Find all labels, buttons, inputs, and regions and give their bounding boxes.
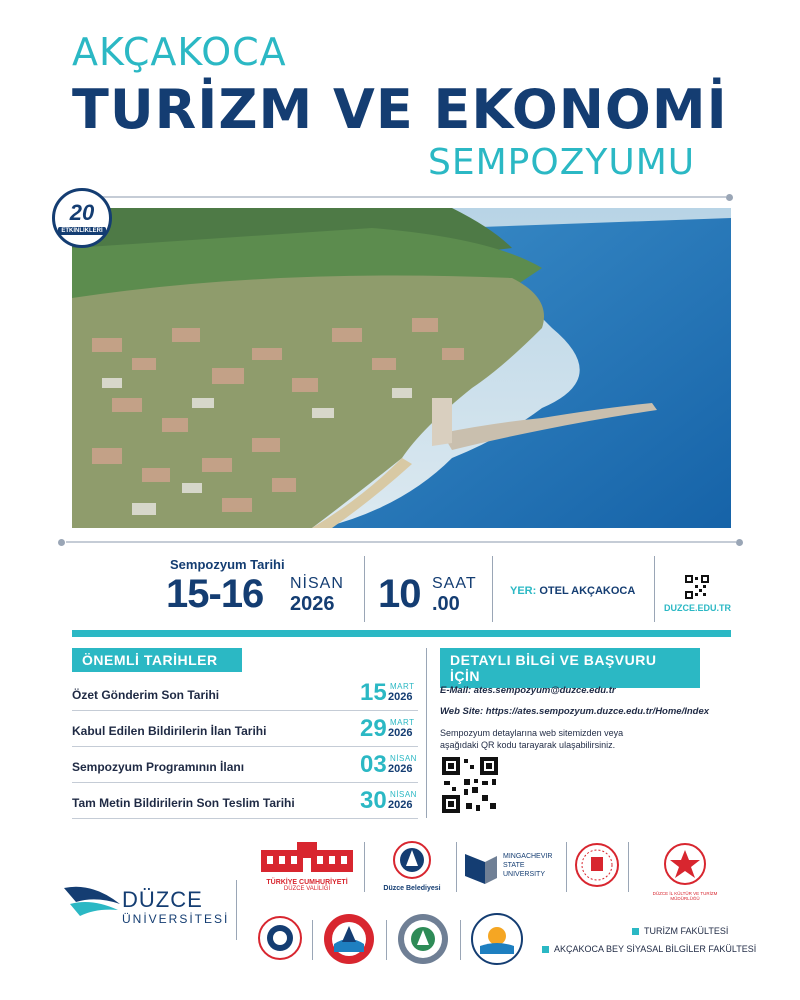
faculty-item-1 bbox=[632, 926, 728, 936]
separator-2 bbox=[492, 556, 493, 622]
kultur-text: DÜZCE İL KÜLTÜR VE TURİZM MÜDÜRLÜĞÜ bbox=[652, 891, 718, 901]
anniversary-badge bbox=[52, 188, 112, 248]
details-paragraph-1: Sempozyum detaylarına web sitemizden veya bbox=[440, 728, 624, 738]
mingachevir-text bbox=[503, 852, 552, 879]
gear-icon bbox=[396, 912, 450, 966]
date-row-label: Tam Metin Bildirilerin Son Teslim Tarihi bbox=[72, 796, 295, 810]
sun-seal-icon bbox=[470, 912, 524, 966]
date-row-month: NİSAN bbox=[390, 790, 417, 799]
mingachevir-icon bbox=[463, 850, 499, 886]
date-row bbox=[72, 784, 418, 820]
building-icon bbox=[257, 840, 357, 874]
kultur-turizm-logo bbox=[640, 842, 730, 901]
time-hour: 10 bbox=[378, 572, 421, 616]
venue-label: YER: bbox=[510, 585, 537, 597]
details-qr-code-icon[interactable] bbox=[440, 755, 500, 820]
logo-separator bbox=[460, 920, 461, 960]
divider-mid bbox=[66, 541, 736, 543]
akcakoca-municipality-logo bbox=[322, 912, 376, 971]
university-name-1: DÜZCE bbox=[122, 887, 203, 912]
details-paragraph-2: aşağıdaki QR kodu tarayarak ulaşabilirsiniz. bbox=[440, 740, 616, 750]
duzce-university-logo bbox=[62, 880, 122, 929]
separator-1 bbox=[364, 556, 365, 622]
contact-website[interactable]: Web Site: https://ates.sempozyum.duzce.edu.tr/Home/Index bbox=[440, 706, 710, 717]
rule-dot-left-2 bbox=[58, 539, 65, 546]
gear-badge-logo bbox=[396, 912, 450, 971]
accent-bar bbox=[72, 630, 731, 637]
date-row-label: Sempozyum Programının İlanı bbox=[72, 760, 245, 774]
date-row bbox=[72, 748, 418, 784]
belediye-logo bbox=[372, 840, 452, 892]
university-name-2: ÜNİVERSİTESİ bbox=[122, 912, 230, 926]
row-divider bbox=[72, 710, 418, 711]
logo-separator bbox=[312, 920, 313, 960]
title-top: AKÇAKOCA bbox=[72, 30, 287, 74]
faculty-name-2: AKÇAKOCA BEY SİYASAL BİLGİLER FAKÜLTESİ bbox=[554, 944, 757, 954]
university-wing-icon bbox=[62, 880, 122, 924]
row-divider bbox=[72, 746, 418, 747]
date-row bbox=[72, 676, 418, 712]
date-row-day: 30 bbox=[360, 787, 387, 814]
venue bbox=[510, 585, 635, 597]
logo-separator bbox=[628, 842, 629, 892]
time-minutes: .00 bbox=[432, 593, 460, 615]
date-row-day: 15 bbox=[360, 679, 387, 706]
aerial-photo bbox=[72, 208, 731, 528]
bullet-square-icon bbox=[632, 928, 639, 935]
date-row-month: NİSAN bbox=[390, 754, 417, 763]
mingachevir-text-3: UNIVERSITY bbox=[503, 871, 546, 878]
mingachevir-logo bbox=[463, 850, 499, 891]
contact-email[interactable]: E-Mail: ates.sempozyum@duzce.edu.tr bbox=[440, 685, 616, 696]
badge-label: ETKİNLİKLERİ bbox=[58, 227, 105, 235]
details-heading: DETAYLI BİLGİ VE BAŞVURU İÇİN bbox=[440, 648, 700, 688]
faculty-name-1: TURİZM FAKÜLTESİ bbox=[644, 926, 729, 936]
valilik-logo bbox=[257, 840, 357, 892]
ministry-logo bbox=[574, 842, 620, 893]
title-sub: SEMPOZYUMU bbox=[428, 142, 696, 183]
date-row bbox=[72, 712, 418, 748]
separator-3 bbox=[654, 556, 655, 622]
sun-badge-logo bbox=[470, 912, 524, 971]
qr-code-icon[interactable] bbox=[684, 574, 710, 605]
photo-aerial-coast bbox=[72, 208, 731, 528]
rule-dot-right-2 bbox=[736, 539, 743, 546]
date-row-label: Kabul Edilen Bildirilerin İlan Tarihi bbox=[72, 724, 267, 738]
date-row-label: Özet Gönderim Son Tarihi bbox=[72, 688, 220, 702]
mingachevir-text-1: MINGACHEVIR bbox=[503, 853, 553, 860]
venue-name: OTEL AKÇAKOCA bbox=[539, 585, 636, 597]
event-month: NİSAN bbox=[290, 575, 344, 592]
date-row-year: 2026 bbox=[388, 691, 413, 703]
chamber-logo bbox=[257, 915, 303, 966]
row-divider bbox=[72, 818, 418, 819]
divider-top bbox=[80, 196, 726, 198]
date-row-year: 2026 bbox=[388, 799, 413, 811]
municipality-emblem-icon bbox=[372, 840, 452, 880]
date-row-month: MART bbox=[390, 718, 415, 727]
logo-separator bbox=[456, 842, 457, 892]
rule-dot-right bbox=[726, 194, 733, 201]
event-days: 15-16 bbox=[166, 572, 264, 616]
badge-number: 20 bbox=[69, 199, 95, 225]
mingachevir-text-2: STATE bbox=[503, 862, 525, 869]
belediye-text: Düzce Belediyesi bbox=[383, 885, 441, 892]
valilik-text-2: DÜZCE VALİLİĞİ bbox=[283, 886, 331, 892]
logo-separator bbox=[566, 842, 567, 892]
website-short[interactable]: DUZCE.EDU.TR bbox=[664, 603, 731, 613]
date-row-day: 29 bbox=[360, 715, 387, 742]
faculty-item-2 bbox=[542, 944, 756, 954]
bullet-square-icon bbox=[542, 946, 549, 953]
valilik-text-1: TÜRKİYE CUMHURİYETİ bbox=[266, 879, 348, 886]
important-dates-heading: ÖNEMLİ TARİHLER bbox=[72, 648, 242, 672]
date-label: Sempozyum Tarihi bbox=[170, 557, 285, 572]
date-row-year: 2026 bbox=[388, 727, 413, 739]
logo-separator bbox=[364, 842, 365, 892]
date-row-year: 2026 bbox=[388, 763, 413, 775]
akcakoca-seal-icon bbox=[322, 912, 376, 966]
title-main: TURİZM VE EKONOMİ bbox=[72, 78, 728, 141]
date-row-month: MART bbox=[390, 682, 415, 691]
important-dates-list bbox=[72, 676, 418, 820]
time-label: SAAT bbox=[432, 575, 477, 592]
culture-tourism-seal-icon bbox=[640, 842, 730, 886]
ministry-seal-icon bbox=[574, 842, 620, 888]
row-divider bbox=[72, 782, 418, 783]
date-row-day: 03 bbox=[360, 751, 387, 778]
column-separator bbox=[426, 648, 427, 818]
logo-separator bbox=[386, 920, 387, 960]
event-year: 2026 bbox=[290, 593, 335, 615]
chamber-seal-icon bbox=[257, 915, 303, 961]
footer-separator bbox=[236, 880, 237, 940]
